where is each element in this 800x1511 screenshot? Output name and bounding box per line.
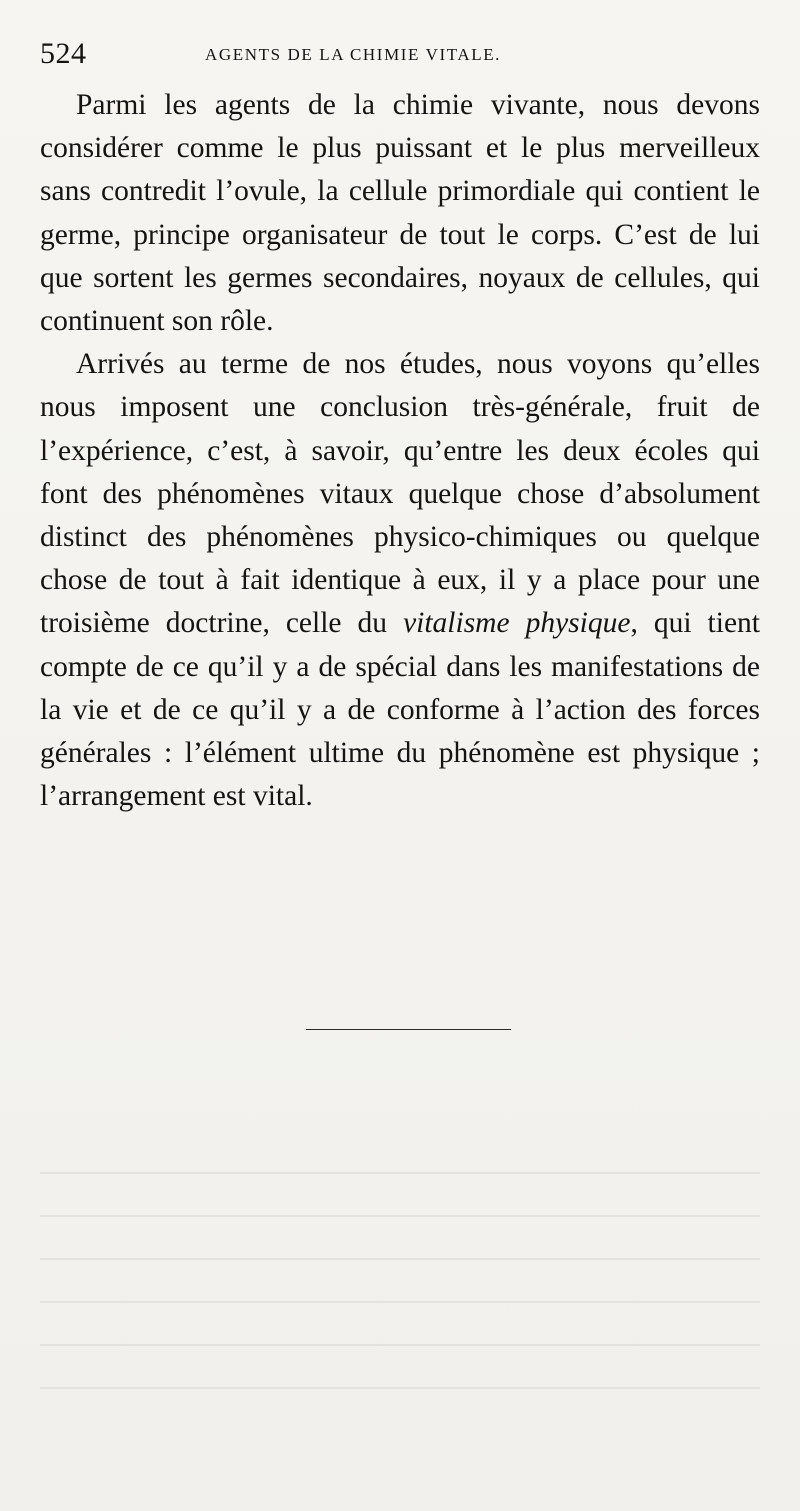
paragraph-2-text-start: Arrivés au terme de nos études, nous voyons qu’elles nous imposent une conclusion très-générale, fruit de l’expérience, c’est, à savoir, qu’entre les deux écoles qui font des phénomènes vitaux quelque chose d’absolument distinct des phénomènes physico-chimiques ou quelque chose de tout à fait identique à eux, il y a place pour une troisième doctrine, celle du — [40, 348, 760, 640]
paragraph-2-text-end: , qui tient compte de ce qu’il y a de spécial dans les manifestations de la vie et de ce qu’il y a de conforme à l’action des forces générales : l’élément ultime du phénomène est physique ; l’arrangement est vital. — [40, 607, 760, 813]
page-number: 524 — [40, 37, 87, 70]
running-head: AGENTS DE LA CHIMIE VITALE. — [205, 45, 502, 64]
paragraph-1-text: Parmi les agents de la chimie vivante, nous devons considérer comme le plus puissant et le plus merveilleux sans contredit l’ovule, la cellule primordiale qui contient le germe, principe organisateur de tout le corps. C’est de lui que sortent les germes secondaires, noyaux de cellules, qui continuent son rôle. — [40, 89, 760, 338]
paragraph-2-italic-term: vitalisme physique — [403, 607, 631, 640]
page-header — [40, 34, 760, 74]
main-text — [40, 84, 760, 818]
paragraph-1 — [40, 84, 760, 343]
section-separator-rule — [306, 1029, 511, 1030]
paragraph-2 — [40, 343, 760, 818]
show-through-shading — [40, 1150, 760, 1390]
